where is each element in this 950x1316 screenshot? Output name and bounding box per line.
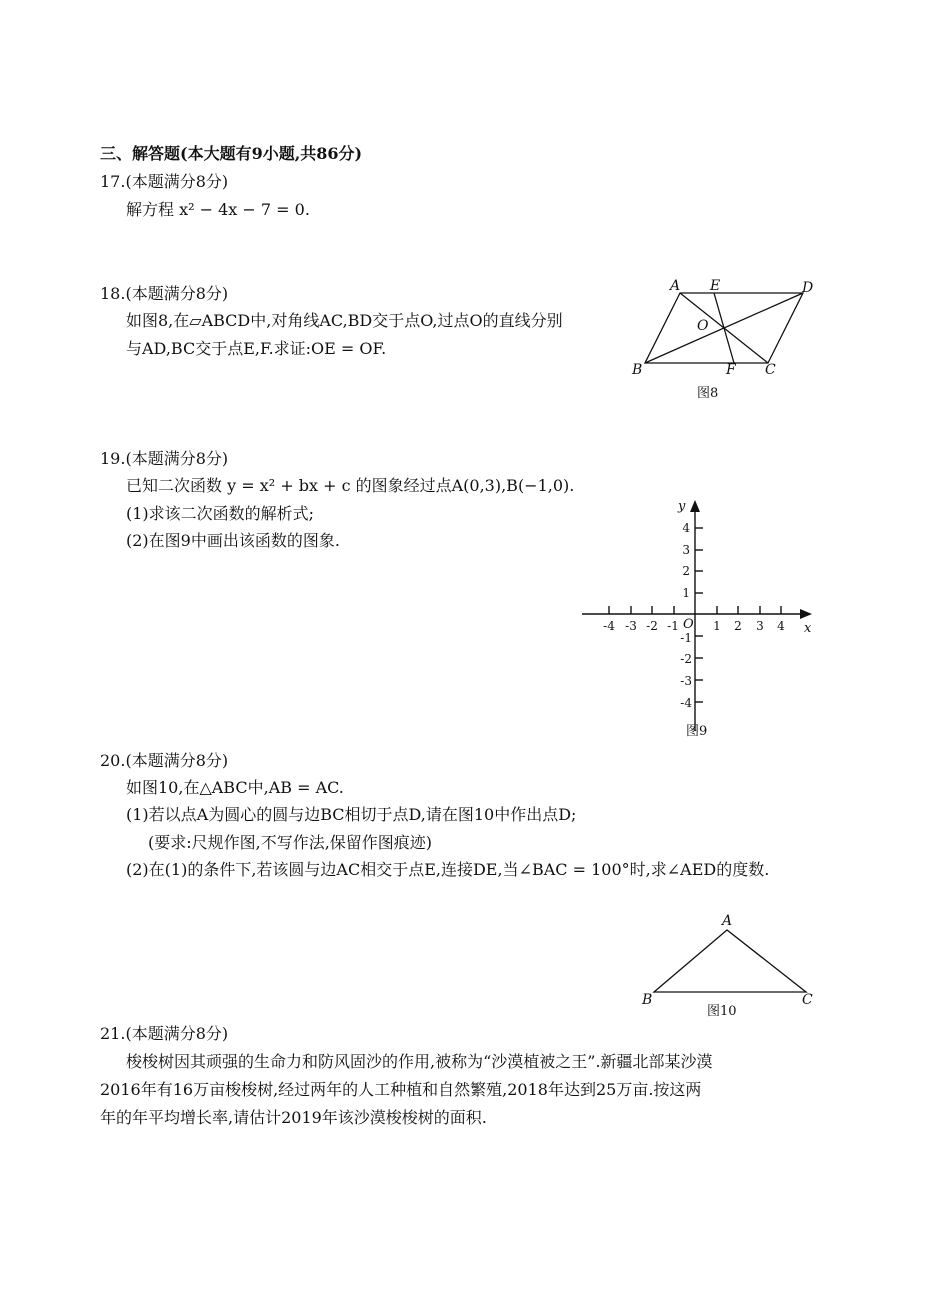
question-18-header: 18.(本题满分8分) — [100, 284, 229, 303]
question-21-line-1: 梭梭树因其顽强的生命力和防风固沙的作用,被称为“沙漠植被之王”.新疆北部某沙漠 — [126, 1052, 713, 1071]
label-o: O — [697, 318, 709, 334]
label-a: A — [670, 278, 681, 294]
y-tick-label: 3 — [682, 543, 690, 557]
question-17-line-1: 解方程 x² − 4x − 7 = 0. — [126, 200, 310, 219]
question-21-line-3: 年的年平均增长率,请估计2019年该沙漠梭梭树的面积. — [100, 1108, 487, 1127]
question-20-line-1: 如图10,在△ABC中,AB = AC. — [126, 778, 344, 797]
label-e: E — [710, 278, 721, 294]
section-title: 三、解答题(本大题有9小题,共86分) — [100, 144, 363, 163]
question-18-line-1: 如图8,在▱ABCD中,对角线AC,BD交于点O,过点O的直线分别 — [126, 311, 563, 330]
figure-10-caption: 图10 — [707, 1004, 737, 1019]
line-ef — [714, 293, 734, 363]
question-20-line-4: (2)在(1)的条件下,若该圆与边AC相交于点E,连接DE,当∠BAC = 100°时,求∠AED的度数. — [126, 860, 770, 879]
question-19-line-3: (2)在图9中画出该函数的图象. — [126, 531, 340, 550]
figure-10-triangle — [636, 912, 836, 1022]
label-c: C — [765, 362, 776, 378]
label-f: F — [726, 362, 736, 378]
y-axis-arrow — [690, 500, 700, 512]
y-tick-label: 2 — [682, 564, 690, 578]
y-tick-label: -3 — [680, 674, 692, 688]
x-axis-arrow — [800, 609, 812, 619]
y-tick-label: -4 — [680, 696, 692, 710]
question-21-header: 21.(本题满分8分) — [100, 1024, 229, 1043]
question-19-header: 19.(本题满分8分) — [100, 449, 229, 468]
question-18-line-2: 与AD,BC交于点E,F.求证:OE = OF. — [126, 339, 387, 358]
question-19-line-1: 已知二次函数 y = x² + bx + c 的图象经过点A(0,3),B(−1,0). — [126, 476, 575, 495]
label-b: B — [632, 362, 643, 378]
y-axis-label: y — [678, 499, 686, 514]
x-tick-label: 3 — [756, 619, 764, 633]
label-d: D — [802, 280, 814, 296]
figure-9-caption: 图9 — [686, 724, 708, 739]
question-17-header: 17.(本题满分8分) — [100, 172, 229, 191]
y-tick-label: 4 — [682, 521, 690, 535]
label-b: B — [642, 992, 653, 1008]
question-20-line-2: (1)若以点A为圆心的圆与边BC相切于点D,请在图10中作出点D; — [126, 805, 577, 824]
x-tick-label: -2 — [646, 619, 658, 633]
question-19-line-2: (1)求该二次函数的解析式; — [126, 504, 315, 523]
x-tick-label: -4 — [603, 619, 615, 633]
question-20-line-3: (要求:尺规作图,不写作法,保留作图痕迹) — [148, 833, 433, 852]
figure-8-caption: 图8 — [697, 386, 719, 401]
label-c: C — [802, 992, 813, 1008]
origin-label: O — [683, 617, 694, 632]
x-tick-label: 4 — [777, 619, 785, 633]
x-tick-label: 1 — [713, 619, 721, 633]
figure-8-parallelogram — [630, 278, 820, 403]
x-tick-label: 2 — [734, 619, 742, 633]
y-tick-label: -2 — [680, 652, 692, 666]
x-tick-label: -1 — [667, 619, 679, 633]
y-tick-label: 1 — [682, 586, 690, 600]
x-tick-label: -3 — [625, 619, 637, 633]
label-a: A — [722, 913, 733, 929]
triangle-abc — [654, 930, 806, 992]
question-20-header: 20.(本题满分8分) — [100, 751, 229, 770]
x-axis-label: x — [804, 621, 812, 636]
y-tick-label: -1 — [680, 631, 692, 645]
question-21-line-2: 2016年有16万亩梭梭树,经过两年的人工种植和自然繁殖,2018年达到25万亩.按这两 — [100, 1080, 702, 1099]
figure-9-coordinate-plane — [578, 496, 818, 741]
